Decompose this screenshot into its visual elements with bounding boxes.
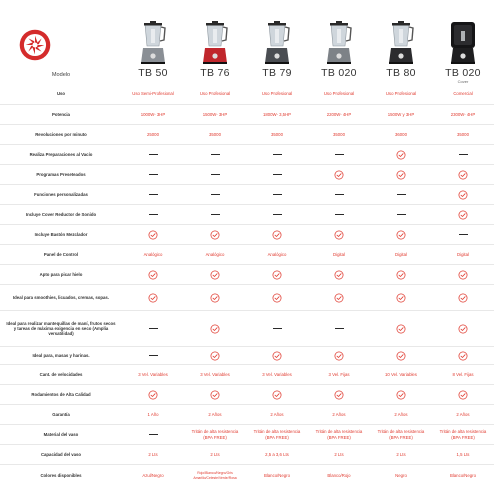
cell-value: Analógico [143,251,163,257]
row-label: Potencia [52,111,70,117]
cell-value: 25000 [147,131,159,137]
product-4 [308,20,370,79]
cell-value: Digital [333,251,345,257]
check-circle-icon [272,270,282,280]
table-row [0,384,494,404]
check-circle-icon [396,270,406,280]
check-circle-icon [334,390,344,400]
check-circle-icon [396,150,406,160]
cell-value: 3 Vel. Fijas [328,371,350,377]
cell-check [246,270,308,280]
check-circle-icon [396,324,406,334]
blender-image-icon [122,20,184,64]
cell-dash [308,328,370,330]
table-row [0,364,494,384]
check-circle-icon [334,230,344,240]
dash-icon [335,194,344,196]
cell-check [246,230,308,240]
cell-check [370,170,432,180]
dash-icon [211,174,220,176]
brand-logo-icon [18,28,52,62]
check-circle-icon [148,293,158,303]
product-name: TB 50 [138,67,168,79]
dash-icon [397,214,406,216]
blender-image-icon [432,20,494,64]
row-label: Uso [56,91,66,97]
cell-dash [122,355,184,357]
row-label: Funciones personalizadas [34,191,88,197]
cell-value: 3 Vel. Variables [200,371,230,377]
cell-check [308,270,370,280]
table-row [0,224,494,244]
cell-check [122,230,184,240]
row-label: Revoluciones por minuto [35,131,87,137]
cell-check [184,293,246,303]
cell-check [308,351,370,361]
check-circle-icon [272,351,282,361]
cell-check [122,293,184,303]
cell-dash [184,214,246,216]
cell-dash [122,328,184,330]
cell-check [308,390,370,400]
cell-value: 1 Año [147,411,159,417]
cell-value: Analógico [267,251,287,257]
cell-check [432,210,494,220]
table-row [0,204,494,224]
cell-check [370,324,432,334]
product-1 [122,20,184,79]
cell-value: Tritán de alta resistencia (BPA FREE) [253,429,301,440]
product-2 [184,20,246,79]
dash-icon [211,214,220,216]
row-label: Incluye Bastón Mezclador [34,231,88,237]
cell-value: 35000 [209,131,221,137]
cell-value: 35000 [333,131,345,137]
check-circle-icon [334,351,344,361]
row-label: Apto para picar hielo [39,271,83,277]
cell-value: 2200W- 4HP [326,111,352,117]
cell-check [184,270,246,280]
check-circle-icon [458,190,468,200]
check-circle-icon [272,230,282,240]
cell-check [308,293,370,303]
cell-dash [122,214,184,216]
cell-value: Analógico [205,251,225,257]
cell-check [122,270,184,280]
product-6 [432,20,494,84]
cell-value: 3 Vel. Variables [262,371,292,377]
table-row [0,144,494,164]
cell-value: 2,5 a 3,6 Lts [265,451,289,457]
row-label: Garantía [52,411,70,417]
cell-value: Uso Profesional [261,91,293,97]
row-label: Panel de Control [43,251,79,257]
cell-value: 1500W- 3HP [202,111,228,117]
product-name: TB 020 [321,67,357,79]
cell-value: 1800W- 3,5HP [262,111,292,117]
check-circle-icon [272,390,282,400]
cell-value: Blanco/Negro [263,472,291,478]
cell-check [184,390,246,400]
cell-value: Uso Semi-Profesional [132,91,174,97]
dash-icon [211,154,220,156]
table-row [0,424,494,444]
cell-value: 3 Vel. Variables [138,371,168,377]
cell-dash [370,214,432,216]
cell-check [370,230,432,240]
cell-value: 36000 [395,131,407,137]
comparison-table [0,84,494,486]
blender-image-icon [246,20,308,64]
check-circle-icon [334,270,344,280]
cell-dash [308,194,370,196]
row-label: Capacidad del vaso [40,451,82,457]
table-row [0,164,494,184]
cell-value: Tritán de alta resistencia (BPA FREE) [439,429,487,440]
cell-check [246,351,308,361]
cell-value: 2 Lts [334,451,344,457]
cell-value: 35000 [457,131,469,137]
cell-value: 2 Lts [396,451,406,457]
blender-image-icon [308,20,370,64]
cell-value: 8 Vel. Fijas [452,371,474,377]
cell-value: Uso Profesional [385,91,417,97]
table-row [0,404,494,424]
cell-value: Tritán de alta resistencia (BPA FREE) [315,429,363,440]
dash-icon [273,154,282,156]
table-row [0,264,494,284]
cell-value: 2 Lts [148,451,158,457]
check-circle-icon [210,351,220,361]
cell-check [370,150,432,160]
check-circle-icon [458,210,468,220]
dash-icon [273,328,282,330]
check-circle-icon [272,293,282,303]
cell-check [370,293,432,303]
cell-dash [370,194,432,196]
blender-image-icon [370,20,432,64]
cell-value: Digital [395,251,407,257]
cell-value: 10 Vel. Variables [385,371,417,377]
cell-check [122,390,184,400]
cell-value: 2300W- 4HP [450,111,476,117]
cell-check [432,293,494,303]
cell-value: 2 Años [332,411,346,417]
check-circle-icon [334,293,344,303]
cell-check [246,390,308,400]
row-label: Rodamientos de Alta Calidad [31,391,91,397]
row-label: Programas Preseteados [36,171,86,177]
cell-value: 2 Años [394,411,408,417]
dash-icon [149,355,158,357]
table-row [0,464,494,486]
cell-value: Uso Profesional [323,91,355,97]
product-3 [246,20,308,79]
row-label: Cant. de velocidades [39,371,83,377]
dash-icon [335,214,344,216]
table-row [0,346,494,364]
check-circle-icon [396,230,406,240]
check-circle-icon [334,170,344,180]
cell-check [432,190,494,200]
check-circle-icon [210,270,220,280]
cell-dash [122,194,184,196]
cell-check [370,390,432,400]
cell-check [308,170,370,180]
table-row [0,310,494,346]
table-row [0,104,494,124]
check-circle-icon [148,390,158,400]
row-label: Incluye Cover Reductor de Sonido [25,211,97,217]
check-circle-icon [148,270,158,280]
cell-check [370,270,432,280]
cell-value: 2 Años [208,411,222,417]
modelo-label: Modelo [51,72,71,78]
check-circle-icon [210,293,220,303]
dash-icon [273,214,282,216]
cell-value: 2 Años [270,411,284,417]
cell-dash [122,434,184,436]
cell-dash [246,154,308,156]
table-row [0,84,494,104]
dash-icon [273,194,282,196]
cell-dash [308,214,370,216]
row-label: Ideal para, masas y harinas. [32,352,90,358]
cell-dash [246,194,308,196]
check-circle-icon [396,170,406,180]
check-circle-icon [210,324,220,334]
check-circle-icon [458,293,468,303]
cell-value: Comercial [453,91,473,97]
cell-check [432,390,494,400]
cell-value: Digital [457,251,469,257]
cell-dash [122,154,184,156]
table-row [0,444,494,464]
product-subtitle: Cover [457,79,469,84]
cell-check [370,351,432,361]
cell-dash [432,154,494,156]
dash-icon [459,234,468,236]
cell-check [432,324,494,334]
dash-icon [149,328,158,330]
check-circle-icon [148,230,158,240]
check-circle-icon [458,351,468,361]
cell-dash [246,328,308,330]
row-label: Colores disponibles [40,472,82,478]
table-row [0,124,494,144]
dash-icon [149,194,158,196]
cell-value: Azul/Negro [142,472,164,478]
cell-check [432,270,494,280]
product-name: TB 80 [386,67,416,79]
table-row [0,284,494,310]
cell-value: 2 Lts [210,451,220,457]
cell-check [184,351,246,361]
cell-dash [246,214,308,216]
product-name: TB 76 [200,67,230,79]
cell-check [184,324,246,334]
cell-value: Uso Profesional [199,91,231,97]
cell-value: Negro [395,472,407,478]
check-circle-icon [210,230,220,240]
cell-dash [122,174,184,176]
cell-check [246,293,308,303]
cell-check [432,351,494,361]
cell-value: Blanco/Negro [449,472,477,478]
cell-dash [432,234,494,236]
product-5 [370,20,432,79]
dash-icon [149,154,158,156]
check-circle-icon [396,390,406,400]
cell-dash [246,174,308,176]
row-label: Ideal para smoothies, licuados, cremas, sopas. [12,294,109,300]
cell-dash [308,154,370,156]
check-circle-icon [396,293,406,303]
check-circle-icon [396,351,406,361]
cell-value: 1000W- 3HP [140,111,166,117]
row-label: Material del vaso [43,431,79,437]
cell-value: 2 Años [456,411,470,417]
cell-value: 35000 [271,131,283,137]
cell-value: 1500W y 3HP [387,111,415,117]
dash-icon [149,174,158,176]
table-row [0,244,494,264]
cell-dash [184,194,246,196]
cell-dash [184,174,246,176]
blender-image-icon [184,20,246,64]
dash-icon [397,194,406,196]
dash-icon [273,174,282,176]
dash-icon [335,328,344,330]
product-name: TB 79 [262,67,292,79]
row-label: Realiza Preparaciones al Vacío [29,151,93,157]
product-name: TB 020 [445,67,481,79]
table-row [0,184,494,204]
check-circle-icon [458,390,468,400]
check-circle-icon [458,270,468,280]
cell-value: 1,5 Lts [456,451,470,457]
cell-value: Tritán de alta resistencia (BPA FREE) [377,429,425,440]
dash-icon [149,214,158,216]
dash-icon [211,194,220,196]
check-circle-icon [458,324,468,334]
row-label: Ideal para realizar mantequillas de maní, frutos secos y tareas de máxima exigencia en seco (Amplia versatilidad) [6,320,116,337]
dash-icon [149,434,158,436]
cell-value: Blanco/Rojo [327,472,351,478]
check-circle-icon [458,170,468,180]
dash-icon [459,154,468,156]
check-circle-icon [210,390,220,400]
dash-icon [335,154,344,156]
cell-check [184,230,246,240]
cell-check [432,170,494,180]
cell-check [308,230,370,240]
cell-value: Tritán de alta resistencia (BPA FREE) [191,429,239,440]
cell-value: Rojo/Blanco/Negro/Gris Amarillo/Celeste/Verde/Rosa [193,471,237,480]
cell-dash [184,154,246,156]
